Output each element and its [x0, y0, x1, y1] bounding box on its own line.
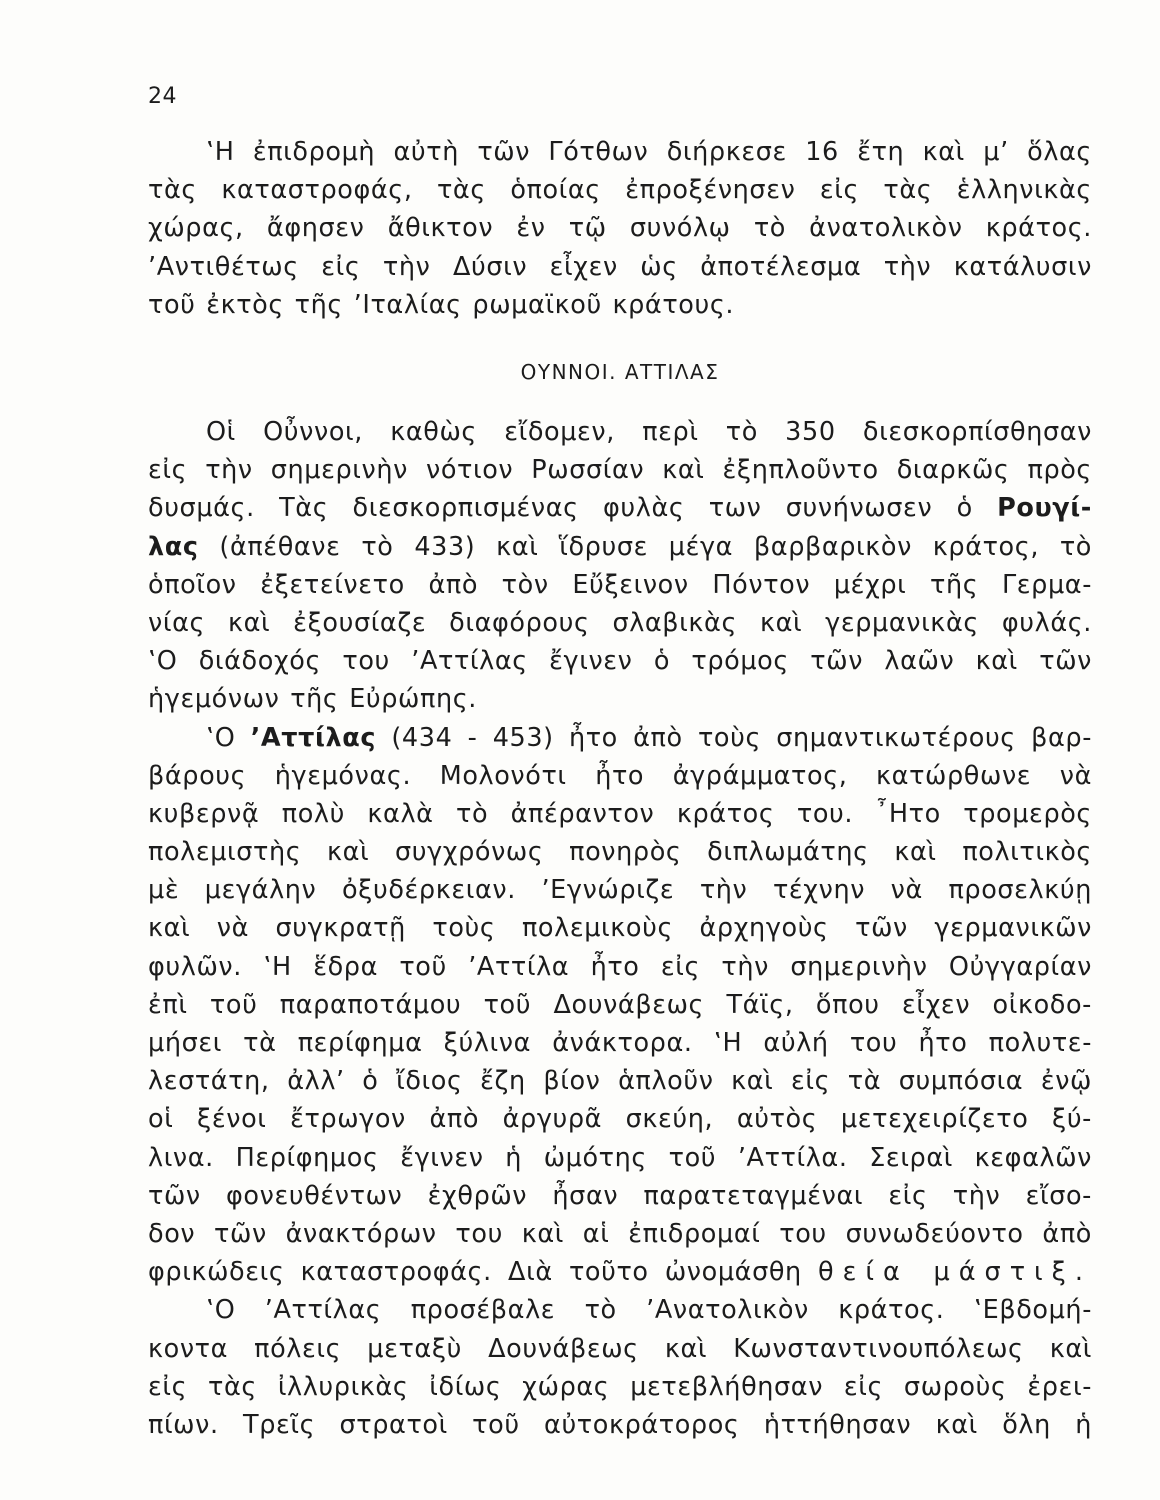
text-line: λεστάτη, ἀλλ’ ὁ ἴδιος ἔζη βίον ἁπλοῦν καὶ εἰς τὰ συμπόσια ἐνῷ	[148, 1066, 1092, 1097]
name-rugila-bold: Ρουγί-	[997, 493, 1092, 524]
text-line: κυβερνᾷ πολὺ καλὰ τὸ ἀπέραντον κράτος του. ῏Ητο τρομερὸς	[148, 798, 1092, 829]
text-line: ‛Ο διάδοχός του ’Αττίλας ἔγινεν ὁ τρόμος τῶν λαῶν καὶ τῶν	[148, 646, 1092, 677]
text-line: τῶν φονευθέντων ἐχθρῶν ἦσαν παρατεταγμέναι εἰς τὴν εἴσο-	[148, 1180, 1092, 1211]
text-line: φυλῶν. ‛Η ἕδρα τοῦ ’Αττίλα ἦτο εἰς τὴν σημερινὴν Οὐγγαρίαν	[148, 951, 1092, 982]
text-line: ‛Η ἐπιδρομὴ αὐτὴ τῶν Γότθων διήρκεσε 16 ἔτη καὶ μ’ ὅλας	[206, 137, 1092, 167]
text-line	[148, 719, 1092, 757]
text-line	[148, 489, 1092, 527]
page-number: 24	[148, 84, 177, 109]
paragraph-gothic-invasion	[148, 133, 1092, 324]
text-line: εἰς τὴν σημερινὴν νότιον Ρωσσίαν καὶ ἐξηπλοῦντο διαρκῶς πρὸς	[148, 455, 1092, 486]
text-segment: ‛Ο	[206, 722, 251, 753]
text-line: εἰς τὰς ἰλλυρικὰς ἰδίως χώρας μετεβλήθησαν εἰς σωροὺς ἐρει-	[148, 1371, 1092, 1402]
text-line: λινα. Περίφημος ἔγινεν ἡ ὠμότης τοῦ ’Αττίλα. Σειραὶ κεφαλῶν	[148, 1142, 1092, 1173]
text-line: τοῦ ἐκτὸς τῆς ’Ιταλίας ρωμαϊκοῦ κράτους.	[148, 289, 735, 320]
text-line: καὶ νὰ συγκρατῇ τοὺς πολεμικοὺς ἀρχηγοὺς τῶν γερμανικῶν	[148, 913, 1092, 944]
text-segment: (ἀπέθανε τὸ 433) καὶ ἵδρυσε μέγα βαρβαρικὸν κράτος, τὸ	[198, 531, 1092, 562]
text-segment: φρικώδεις καταστροφάς. Διὰ τοῦτο ὠνομάσθη	[148, 1257, 819, 1288]
name-attila-bold: ’Αττίλας	[250, 722, 377, 753]
name-rugila-bold-end: λας	[148, 531, 199, 562]
text-line: ’Αντιθέτως εἰς τὴν Δύσιν εἶχεν ὡς ἀποτέλεσμα τὴν κατάλυσιν	[148, 251, 1092, 282]
text-line: πολεμιστὴς καὶ συγχρόνως πονηρὸς διπλωμάτης καὶ πολιτικὸς	[148, 837, 1092, 868]
epithet-spaced: θεία μάστιξ.	[818, 1257, 1092, 1288]
text-line: τὰς καταστροφάς, τὰς ὁποίας ἐπροξένησεν εἰς τὰς ἑλληνικὰς	[148, 175, 1092, 206]
text-line: μήσει τὰ περίφημα ξύλινα ἀνάκτορα. ‛Η αὐλή του ἦτο πολυτε-	[148, 1028, 1092, 1058]
text-segment: δυσμάς. Τὰς διεσκορπισμένας φυλὰς των συνήνωσεν ὁ	[148, 493, 998, 524]
text-line: δον τῶν ἀνακτόρων του καὶ αἱ ἐπιδρομαί του συνωδεύοντο ἀπὸ	[148, 1218, 1092, 1249]
text-line: Οἱ Οὖννοι, καθὼς εἴδομεν, περὶ τὸ 350 διεσκορπίσθησαν	[206, 417, 1092, 447]
section-heading: ΟΥΝΝΟΙ. ΑΤΤΙΛΑΣ	[520, 360, 720, 384]
paragraph-huns-attila	[148, 413, 1092, 1444]
text-line: ‛Ο ’Αττίλας προσέβαλε τὸ ’Ανατολικὸν κράτος. ‛Εβδομή-	[206, 1295, 1092, 1326]
text-line	[148, 528, 1092, 566]
text-line: ἐπὶ τοῦ παραποτάμου τοῦ Δουνάβεως Τάϊς, ὅπου εἶχεν οἰκοδο-	[148, 989, 1092, 1020]
text-line: πίων. Τρεῖς στρατοὶ τοῦ αὐτοκράτορος ἡττήθησαν καὶ ὅλη ἡ	[148, 1409, 1092, 1440]
text-line: χώρας, ἄφησεν ἄθικτον ἐν τῷ συνόλῳ τὸ ἀνατολικὸν κράτος.	[148, 213, 1092, 244]
text-line: ὁποῖον ἐξετείνετο ἀπὸ τὸν Εὔξεινον Πόντον μέχρι τῆς Γερμα-	[148, 569, 1092, 600]
text-line: μὲ μεγάλην ὀξυδέρκειαν. ’Εγνώριζε τὴν τέχνην νὰ προσελκύῃ	[148, 875, 1092, 906]
text-segment: (434 - 453) ἦτο ἀπὸ τοὺς σημαντικωτέρους βαρ-	[376, 722, 1092, 753]
text-line: οἱ ξένοι ἔτρωγον ἀπὸ ἀργυρᾶ σκεύη, αὐτὸς μετεχειρίζετο ξύ-	[148, 1104, 1092, 1135]
text-line: κοντα πόλεις μεταξὺ Δουνάβεως καὶ Κωνσταντινουπόλεως καὶ	[148, 1333, 1092, 1364]
text-line: βάρους ἡγεμόνας. Μολονότι ἦτο ἀγράμματος, κατώρθωνε νὰ	[148, 760, 1092, 791]
text-line	[148, 1253, 1092, 1291]
text-line: νίας καὶ ἐξουσίαζε διαφόρους σλαβικὰς καὶ γερμανικὰς φυλάς.	[148, 607, 1092, 638]
text-line: ἡγεμόνων τῆς Εὐρώπης.	[148, 684, 477, 715]
